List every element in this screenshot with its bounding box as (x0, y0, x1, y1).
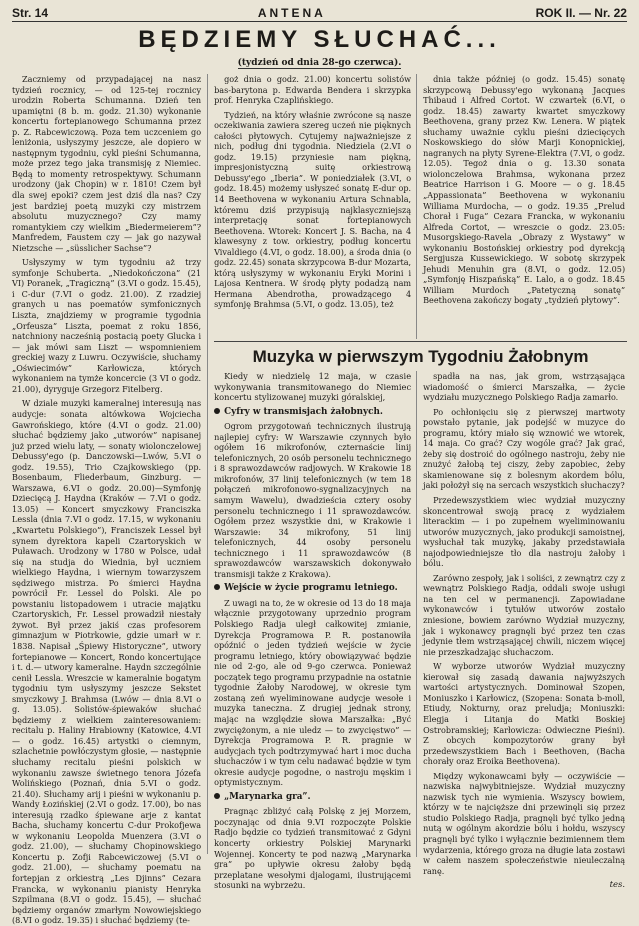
lead-paragraph: Kiedy w niedzielę 12 maja, w czasie wykonywania transmitowanego do Niemiec koncertu stylizowanej muzyki góralskiej, (214, 371, 412, 403)
column-d-paragraph: Ogrom przygotowań technicznych ilustrują najlepiej cyfry: W Warszawie czynnych było ogółem 16 mikrofonów, czternaście linij telefonicznych, 20 osób personelu technicznego i 8 sprawozdawców radjowych. W Krakowie 18 mikrofonów, 37 linij telefonicznych (w tem 18 połączeń mikrofonowo-sygnalizacyjnych na samym Wawelu), dwadzieścia cztery osoby personelu technicznego i 11 sprawozdawców. Ogółem przez wszystkie dni, w Krakowie i Warszawie: 34 mikrofony, 51 linij telefonicznych, 44 osoby personelu technicznego i 11 sprawozdawców (8 sprawozdawców warszawskich dokonywało transmisji także z Krakowa). (214, 421, 412, 579)
column-c (417, 74, 625, 339)
column-b-paragraph: Tydzień, na który właśnie zwrócone są nasze oczekiwania zawiera szereg uczeń nie pięknych całości płytowych. Cytujemy najważniejsze z nich, podług dni tygodnia. Niedziela (2.VI o godz. 19.15) przyniesie nam piękną, impresjonistyczną suitę orkiestrową Debussy'ego „Iberia”. W poniedziałek (3.VI, o godz. 18.45) możemy usłyszeć sonatę E-dur op. 14 Beethovena w wykonaniu Artura Schnabla, któremu dziś przypisują najklasyczniejszą interpretację sonat fortepianowych Beethovena. Wtorek: Koncert J. S. Bacha, na 4 klawesyny z tow. orkiestry, podług koncertu Vivaldiego (4.VI, o godz. 18.00), a środa dnia (o godz. 22.45) sonata skrzypcowa B-dur Mozarta, którą usłyszymy w wykonaniu Eryki Morini i Lajosa Kentnera. W środę płyty podadzą nam Hermana Abendrotha, prowadzącego 4 symfonję Brahmsa (5.VI, o godz. 13.05), też (214, 109, 412, 310)
right-area (214, 74, 627, 891)
column-a (12, 74, 208, 926)
column-d-paragraph: Pragnąc zbliżyć całą Polskę z jej Morzem, poczynając od dnia 9.VI rozpoczęte Polskie Radjo będzie co tydzień transmitować z Gdyni koncerty orkiestry Polskiej Marynarki Wojennej. Koncerty te pod nazwą „Marynarka gra” po upływie okresu żałoby będą przeplatane wesołymi djalogami, ilustrującemi stosunki na wybrzeżu. (214, 806, 412, 891)
second-article-headline: Muzyka w pierwszym Tygodniu Żałobnym (214, 341, 627, 371)
subhead-summer-program-text: Wejście w życie programu letniego. (224, 583, 398, 594)
column-e-paragraph: Między wykonawcami były — oczywiście — nazwiska najwybitniejsze. Wydział muzyczny nazwisk tych nie wymienia. Wszyscy bowiem, którzy w te najcięższe dni przewinęli się przez studio Polskiego Radja, pragnęli być tylko jedną nutą w ogólnym akordzie bólu i hołdu, wszyscy pragnęli być tylko i wyłącznie bezimiennem tłem wydarzenia, którego groza na długie lata zostawi w całem naszem społeczeństwie nieuleczalną ranę. (423, 770, 626, 876)
page-number: Str. 14 (12, 6, 49, 20)
bullet-icon (214, 793, 220, 799)
author-signature: tes. (609, 880, 626, 891)
column-e-paragraph: Przedewszystkiem wiec wydział muzyczny skoncentrował swoją pracę z wydziałem literackim — i po zupełnem wyeliminowaniu utworów muzycznych, jako produkcji samoistnej, wysłuchał tak muzykę, jakaby przedstawiała najodpowiedniejsze tło dla nastroju żałoby i bólu. (423, 495, 626, 569)
column-e-paragraph: Po ochłonięciu się z pierwszej martwoty powstało pytanie, jak podejść w muzyce do programu, który miało się wznowić we wtorek, 14 maja. Co grać? Czy wogóle grać? Jak grać, żeby się dostroić do ogólnego nastroju, żeby nie znużyć żałobą tej ciszy, żeby zapobiec, żeby skamienowane się z bolesnym akordem bólu, jaki położył się na sercach wszystkich słuchaczy? (423, 406, 626, 491)
column-e (417, 371, 626, 891)
bottom-right-columns (214, 371, 627, 891)
column-d-paragraph: Z uwagi na to, że w okresie od 13 do 18 maja włącznie przygotowany uprzednio program Polskiego Radja uległ całkowitej zmianie, Dyrekcja Programowa P. R. postanowiła opóźnić o jeden tydzień wejście w życie programu letniego, który obowiązywać będzie nie od 2-go, ale od 9-go czerwca. Ponieważ początek tego programu przypadnie na ostatnie tygodnie Żałoby Narodowej, w okresie tym zostaną zeń wyeliminowane audycje wesołe i muzyka taneczna. Z drugiej jednak strony, mając na względzie słowa Marszałka: „Być zwyciężonym, a nie uledz — to zwycięstwo” — Dyrekcja Programowa P. R. pragnie w audycjach tych podtrzymywać hart i moc ducha słuchaczów i w tym celu nadawać będzie w tym okresie audycje pogodne, o nastroju męskim i optymistycznym. (214, 597, 412, 788)
column-e-paragraph: spadła na nas, jak grom, wstrząsająca wiadomość o śmierci Marszałka, — życie wydziału muzycznego Polskiego Radja zamarło. (423, 371, 626, 403)
column-a-paragraph: Zaczniemy od przypadającej na nasz tydzień rocznicy, — od 125-tej rocznicy urodzin Roberta Schumanna. Dzień ten upamiętni (8 b. m. godz. 21.30) wykonanie koncertu fortepianowego Schumanna przez p. Z. Rabcewiczową. Poza tem uczceniem go leniżonia, usłyszymy jeszcze, ale dopiero w następnym tygodniu, cykl pieśni Schumanna, może przez tego jaka transmisję z Niemiec. Będą to momenty retrospektywy. Schumann urodzony (jak Chopin) w r. 1810! Czem był dla swej epoki? czem jest dziś dla nas? Czy jest bardziej poetą muzyki czy mistrzem absolutu muzycznego? Czy mamy romantykiem czy wielkim „Biedermeierem”? Manfredem, Faustem czy — jak go nazywał Nietzsche — „süsslicher Sachse”? (12, 74, 202, 253)
column-d (214, 371, 417, 891)
column-a-paragraph: W dziale muzyki kameralnej interesują nas audycje: sonata altówkowa Wojciecha Gawrońskiego, które (4.VI o godz. 21.00) słuchać będziemy jako „utworów” napisanej już przed wielu laty, — sonaty wiolonczelowej Debussy'ego (p. Danczowski—Lwów, 5.VI o godz. 19.55), Trio Czajkowskiego (pp. Bosenbaum, Fliederbaum, Ginzburg. — Warszawa, 6.VI o godz. 20.00)—Symfonję Dziecięcą J. Haydna (Kraków — 7.VI o godz. 13.05) — Koncert smyczkowy Franciszka Lessla (dnia 7.VI o godz. 17.15, w wykonaniu „Kwartetu Polskiego”), Franciszek Lessel był synem dyrektora kapeli Czartoryskich w Puławach. Urodzony w 1780 w Polsce, udał się na studja do Wiednia, był uczniem wielkiego Haydna, i wiernym towarzyszem sędziwego mistrza. Po śmierci Haydna powrócił Fr. Lessel do Polski. Ale po powstaniu listopadowem i utracie majątku Czartoryskich, Fr. Lessel prowadził niestały żywot. Był przez jakiś czas profesorem gimnazjum w Piotrkowie, gdzie umarł w r. 1838. Napisał „Śpiewy Historyczne”, utwory fortepianowe — Koncert, Rondo koncertujące i t. d.— utwory kameralne. Haydn szczególnie cenił Lessla. Wreszcie w kameralnie bogatym tygodniu tym usłyszymy jeszcze Sekstet smyczkowy J. Brahmsa (Lwów — dnia 8.VI o g. 13.05). Solistów-śpiewaków słuchać będziemy z wielkiem zainteresowaniem: recitalu p. Haliny Hrabiowny (Katowice, 4.VI — o godz. 16.45) artystki o ciemnym, szlachetnie powłóczystym głosie, — następnie słuchamy recitalu pieśni polskich w wykonaniu zawsze świetnego tenora Józefa Wolińskiego (Poznań, dnia 5.VI o godz. 21.40). Słuchamy arij i pieśni w wykonaniu p. Wandy Łozińskiej (2.VI o godz. 17.00), bo nas interesują rzadko śpiewane arje z kantat Bacha, słuchamy koncertu C-dur Prokofjewa w wykonaniu Leopolda Muenzera (3.VI o godz. 21.00), — słuchamy Chopinowskiego Koncertu p. Zofji Rabcewiczowej (5.VI o godz. 21.00), — słuchamy poematu na fortepjan z orkiestrą „Les Djinns” Cezara Francka, w wykonaniu pianisty Henryka Szpilmana (8.VI o godz. 15.45), — słuchać będziemy organów zmarłym Nowowiejskiego (8.VI o godz. 19.35) i słuchać będziemy (te- (12, 398, 202, 926)
subhead-navy-plays-text: „Marynarka gra”. (224, 791, 311, 802)
article-headline: BĘDZIEMY SŁUCHAĆ... (138, 26, 501, 53)
magazine-title: ANTENA (257, 6, 326, 20)
subhead-summer-program (214, 583, 411, 594)
column-e-paragraph: Zarówno zespoły, jak i soliści, z zewnątrz czy z wewnątrz Polskiego Radja, oddali swoje usługi na ten cel w permanencji. Zapowiadane wykonawców i tytułów utworów zostało zniesione, bowiem zarówno Wydział muzyczny, jak i wykonawcy pragnęli być przez ten czas jedynie tłem wstrząsającej chwili, niczem więcej nie przeszkadzając słuchaczom. (423, 572, 626, 657)
subhead-navy-plays (214, 792, 411, 803)
subtitle-text: (tydzień od dnia 28-go czerwca). (237, 58, 402, 68)
subhead-figures (214, 407, 411, 418)
page-header (12, 6, 627, 22)
column-e-paragraph: W wyborze utworów Wydział muzyczny kierował się zasadą dawania najwyższych wartości artystycznych. Dominował Szopen, Moniuszko i Karłowicz, (Szopena: Sonata b-moll, Etiudy, Nokturny, oraz preludja; Moniuszki: Elegja i Litanja do Matki Boskiej Ostrobramskiej; Karłowicza: Odwieczne Pieśni). Z obcych kompozytorów grany był przedewszystkiem Bach i Beethoven, (Bacha chorały oraz Eroika Beethovena). (423, 661, 626, 767)
column-c-paragraph: dnia także później (o godz. 15.45) sonatę skrzypcową Debussy'ego wykonaną Jacques Thibaud i Alfred Cortot. W czwartek (6.VI, o godz. 18.45) zawarty kwartet smyczkowy Beethovena, grany przez Kw. Lenera. W piątek słuchamy uważnie cyklu pieśni dziecięcych Noskowskiego do słów Marji Konopnickiej, nagranych na płyty Syrene-Elektra (7.VI, o godz. 12.05). Tegoż dnia o g. 13.30 sonata wiolonczelowa Brahmsa, wykonana przez Beatrice Harrison i G. Moore — o g. 18.45 „Appassionata” Beethovena w wykonaniu Williama Murdocha, — o godz. 19.35 „Prelud Chorał i Fuga” Cezara Francka, w wykonaniu Alfreda Cortot, — wreszcie o godz. 23.05: Musorgskiego-Ravela „Obrazy z Wystawy” w wykonaniu Bostońskiej orkiestry pod dyrekcją Sergjusza Kussewickiego. W sobotę skrzypek Jehudi Menuhin gra (8.VI, o godz. 12.05) „Symfonję Hiszpańską” E. Lalo, a o godz. 18.45 William Murdoch „Patetyczną sonatę” Beethovena zakończy bogaty „tydzień płytowy”. (423, 74, 626, 306)
columns (12, 74, 627, 926)
bullet-icon (214, 584, 220, 590)
top-right-columns (214, 74, 627, 339)
issue-number: ROK II. — Nr. 22 (535, 6, 627, 20)
column-b (214, 74, 417, 339)
article-subtitle (12, 57, 627, 70)
column-b-paragraph: goż dnia o godz. 21.00) koncertu solistów bas-barytona p. Edwarda Bendera i skrzypka prof. Henryka Czaplińskiego. (214, 74, 412, 106)
bullet-icon (214, 408, 220, 414)
column-a-paragraph: Usłyszymy w tym tygodniu aż trzy symfonje Schuberta. „Niedokończona” (21 VI) Poranek, „Tragiczną” (3.VI o godz. 15.45), i C-dur (7.VI o godz. 21.00). Z rzadziej granych u nas poematów symfonicznych Liszta, znajdziemy w programie tygodnia „Orfeusza” Liszta, poemat z roku 1856, natchniony nacześnią postacią poety Glucka i — jak mówi sam Liszt — wspomnieniem greckiej wazy z Luwru. Oczywiście, słuchamy „Oświecimów” Karłowicza, których wykonaniem na tymże koncercie (3 VI o godz. 21.00), dyryguje Grzegorz Fitelberg. (12, 257, 202, 394)
subhead-figures-text: Cyfry w transmisjach żałobnych. (224, 406, 383, 417)
